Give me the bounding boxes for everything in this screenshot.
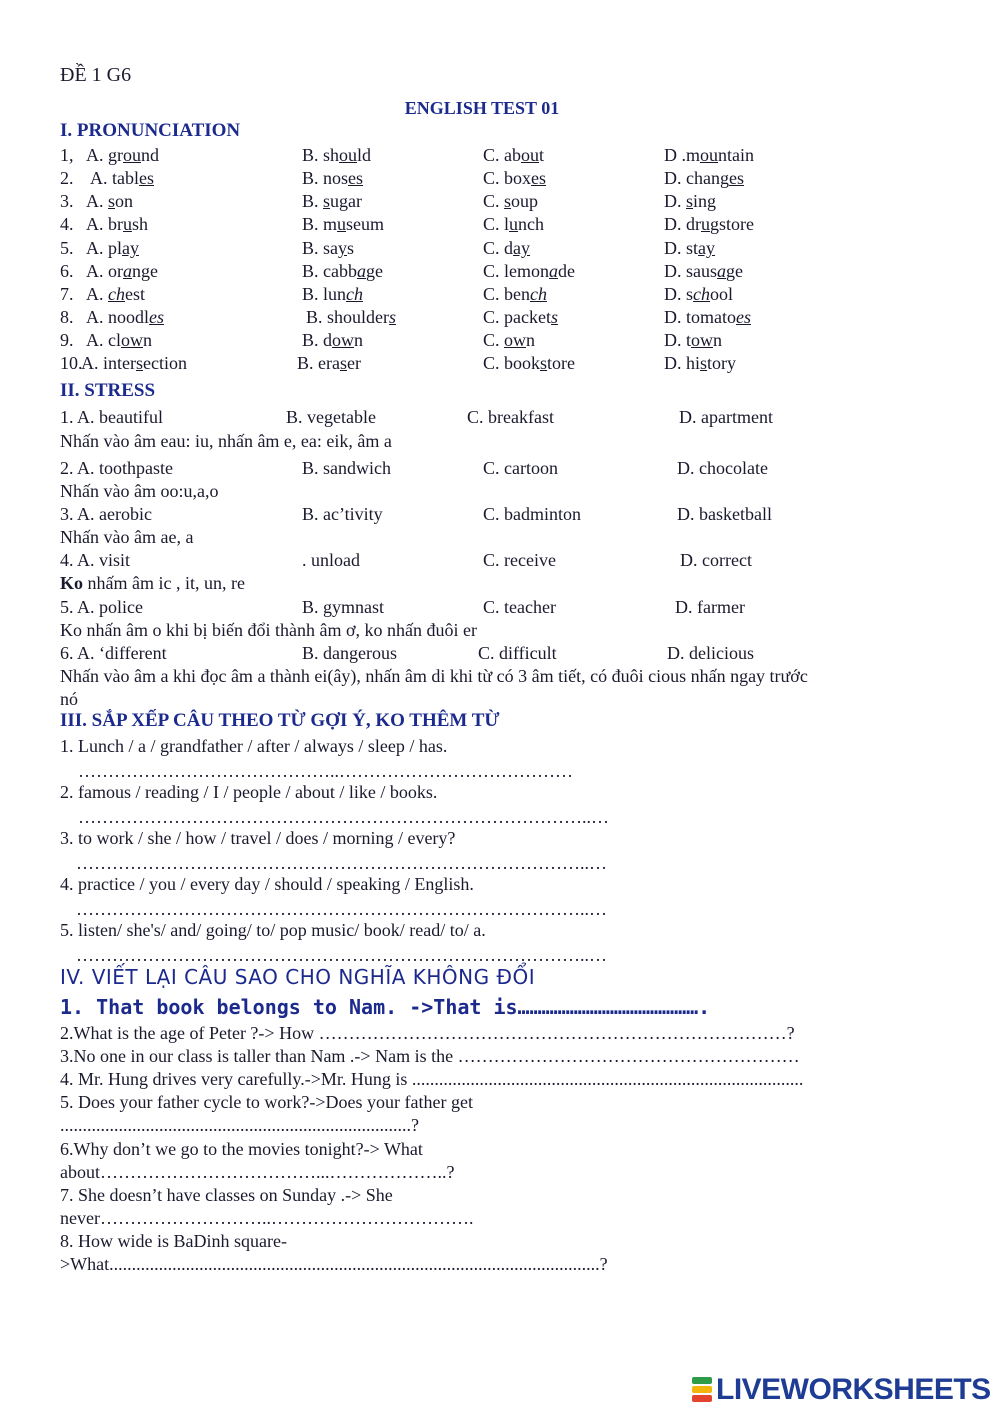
option-a: A. clown (86, 330, 152, 350)
question-number: 6. (60, 261, 74, 281)
option-d: D .mountain (664, 145, 754, 165)
stress-note-6b: nó (60, 689, 78, 709)
underlined-sound: ch (346, 284, 364, 304)
option-a: A. ground (86, 145, 159, 165)
option-b: B. eraser (297, 353, 361, 373)
option-b: B. gymnast (302, 597, 385, 617)
option-b: B. down (302, 330, 364, 350)
option-c: C. lunch (483, 214, 545, 234)
stress-question-6 (0, 641, 1000, 665)
option-c: C. boxes (483, 168, 547, 188)
underlined-sound: es (736, 307, 751, 327)
underlined-sound: s (550, 307, 558, 327)
answer-line-3[interactable]: …………………………………………………………………………..… (76, 853, 607, 873)
stress-note-5: Ko nhấn âm o khi bị biến đổi thành âm ơ, ko nhấn đuôi er (60, 620, 477, 640)
logo-text: LIVEWORKSHEETS (716, 1373, 991, 1406)
underlined-sound: s (686, 191, 694, 211)
option-c: C. bench (483, 284, 547, 304)
reorder-question-3: 3. to work / she / how / travel / does / morning / every? (60, 828, 456, 848)
reorder-question-1: 1. Lunch / a / grandfather / after / always / sleep / has. (60, 736, 448, 756)
answer-line-4[interactable]: …………………………………………………………………………..… (76, 899, 607, 919)
underlined-sound: s (504, 191, 512, 211)
stress-question-1 (0, 405, 1000, 429)
rewrite-answer-7[interactable]: never………………………..……………………………. (60, 1208, 474, 1228)
stress-note-1: Nhấn vào âm eau: iu, nhấn âm e, ea: eik, âm a (60, 431, 392, 451)
underlined-sound: ow (121, 330, 143, 350)
question-number: 3. (60, 191, 74, 211)
underlined-sound: a (717, 261, 726, 281)
stress-note-2: Nhấn vào âm oo:u,a,o (60, 481, 219, 501)
option-a: A. son (86, 191, 134, 211)
rewrite-question-8: 8. How wide is BaDinh square- (60, 1231, 287, 1251)
underlined-sound: s (540, 353, 548, 373)
underlined-sound: a (549, 261, 558, 281)
underlined-sound: es (531, 168, 547, 188)
pronunciation-question-4 (0, 212, 1000, 236)
stress-note-6a: Nhấn vào âm a khi đọc âm a thành ei(ây), nhấn âm di khi từ có 3 âm tiết, có đuôi cious nhấn ngay trước (60, 666, 808, 686)
answer-line-2[interactable]: …………………………………………………………………………..… (78, 807, 609, 827)
underlined-sound: ow (332, 330, 355, 350)
option-b: . unload (302, 550, 360, 570)
underlined-sound: u (701, 214, 710, 234)
rewrite-answer-8[interactable]: >What.............................................................................................................? (60, 1254, 608, 1274)
option-a: 4. A. visit (60, 550, 131, 570)
underlined-sound: ay (698, 238, 716, 258)
underlined-sound: ay (513, 238, 531, 258)
underlined-sound: s (323, 191, 331, 211)
liveworksheets-logo[interactable] (692, 1373, 991, 1407)
section-rewrite-heading: IV. VIẾT LẠI CÂU SAO CHO NGHĨA KHÔNG ĐỔI (60, 965, 536, 989)
option-b: B. sandwich (302, 458, 391, 478)
option-a: A. noodles (86, 307, 164, 327)
pronunciation-question-2 (0, 166, 1000, 190)
underlined-sound: ou (521, 145, 539, 165)
stress-question-3 (0, 502, 1000, 526)
question-number: 1, (60, 145, 74, 165)
stress-question-4 (0, 548, 1000, 572)
underlined-sound: es (149, 307, 164, 327)
underlined-sound: ou (700, 145, 718, 165)
pronunciation-question-3 (0, 189, 1000, 213)
stress-note-3: Nhấn vào âm ae, a (60, 527, 194, 547)
option-c: C. packets (483, 307, 558, 327)
underlined-sound: ow (504, 330, 527, 350)
underlined-sound: ow (691, 330, 713, 350)
answer-line-5[interactable]: …………………………………………………………………………..… (76, 945, 607, 965)
option-b: B. ac’tivity (302, 504, 383, 524)
option-c: C. cartoon (483, 458, 558, 478)
option-b: B. cabbage (302, 261, 383, 281)
option-d: D. town (664, 330, 722, 350)
underlined-sound: a (123, 261, 132, 281)
option-c: C. badminton (483, 504, 581, 524)
underlined-sound: s (108, 191, 116, 211)
underlined-sound: es (348, 168, 364, 188)
option-b: B. shoulders (306, 307, 397, 327)
underlined-sound: ou (123, 145, 141, 165)
section-pronunciation-heading: I. PRONUNCIATION (60, 120, 241, 141)
underlined-sound: u (123, 214, 132, 234)
pronunciation-question-8 (0, 305, 1000, 329)
option-c: C. breakfast (467, 407, 554, 427)
question-number: 2. (60, 168, 74, 188)
stress-note-4 (60, 571, 245, 595)
option-a: A. chest (86, 284, 145, 304)
rewrite-question-1: 1. That book belongs to Nam. ->That is………………………………………. (60, 995, 711, 1019)
stress-question-5 (0, 595, 1000, 619)
underlined-sound: ch (108, 284, 125, 304)
option-b: B. lunch (302, 284, 364, 304)
pronunciation-question-7 (0, 282, 1000, 306)
option-a: A. brush (86, 214, 149, 234)
pronunciation-question-9 (0, 328, 1000, 352)
rewrite-question-3: 3.No one in our class is taller than Nam .-> Nam is the ………………………………………………… (60, 1046, 800, 1066)
note-rest: nhấm âm ic , it, un, re (83, 573, 245, 593)
option-d: D. sausage (664, 261, 743, 281)
underlined-sound: u (509, 214, 519, 234)
option-c: C. teacher (483, 597, 556, 617)
option-d: D. chocolate (677, 458, 768, 478)
option-a: 2. A. toothpaste (60, 458, 173, 478)
option-b: B. dangerous (302, 643, 397, 663)
stress-question-2 (0, 456, 1000, 480)
underlined-sound: s (135, 353, 143, 373)
option-d: D. drugstore (664, 214, 754, 234)
underlined-sound: ay (122, 238, 139, 258)
underlined-sound: u (337, 214, 347, 234)
reorder-question-5: 5. listen/ she's/ and/ going/ to/ pop music/ book/ read/ to/ a. (60, 920, 486, 940)
option-d: D. changes (664, 168, 744, 188)
option-a: 6. A. ‘different (60, 643, 167, 663)
rewrite-answer-6[interactable]: about………………………………...………………..? (60, 1162, 455, 1182)
option-c: C. about (483, 145, 545, 165)
reorder-question-2: 2. famous / reading / I / people / about / like / books. (60, 782, 438, 802)
test-code: ĐỀ 1 G6 (60, 64, 132, 86)
option-d: D. delicious (667, 643, 754, 663)
rewrite-question-5: 5. Does your father cycle to work?->Does your father get (60, 1092, 473, 1112)
option-d: D. tomatoes (664, 307, 751, 327)
logo-mark-icon (692, 1377, 712, 1403)
option-d: D. basketball (677, 504, 772, 524)
rewrite-question-2: 2.What is the age of Peter ?-> How ……………………………………………………………………? (60, 1023, 795, 1043)
question-number: 9. (60, 330, 74, 350)
option-b: B. vegetable (286, 407, 376, 427)
question-number: 5. (60, 238, 74, 258)
option-b: B. says (302, 238, 355, 258)
underlined-sound: es (139, 168, 154, 188)
rewrite-question-4: 4. Mr. Hung drives very carefully.->Mr. Hung is ....................................................................................... (60, 1069, 804, 1089)
note-bold: Ko (60, 573, 84, 593)
rewrite-question-7: 7. She doesn’t have classes on Sunday .-> She (60, 1185, 393, 1205)
underlined-sound: s (339, 353, 347, 373)
underlined-sound: ch (530, 284, 547, 304)
reorder-question-4: 4. practice / you / every day / should / speaking / English. (60, 874, 474, 894)
option-c: C. receive (483, 550, 556, 570)
option-c: C. day (483, 238, 531, 258)
option-c: C. bookstore (483, 353, 576, 373)
option-a: 5. A. police (60, 597, 143, 617)
question-number: 4. (60, 214, 74, 234)
option-a: A. intersection (81, 353, 187, 373)
option-d: D. correct (680, 550, 752, 570)
underlined-sound: es (728, 168, 744, 188)
option-d: D. history (664, 353, 737, 373)
option-b: B. should (302, 145, 372, 165)
option-a: A. play (86, 238, 139, 258)
option-c: C. soup (483, 191, 539, 211)
option-a: A. orange (86, 261, 158, 281)
question-number: 8. (60, 307, 74, 327)
test-title: ENGLISH TEST 01 (404, 98, 560, 118)
pronunciation-question-1 (0, 143, 1000, 167)
underlined-sound: a (356, 261, 366, 281)
pronunciation-question-6 (0, 259, 1000, 283)
option-d: D. sing (664, 191, 717, 211)
option-b: B. noses (302, 168, 364, 188)
rewrite-question-6: 6.Why don’t we go to the movies tonight?-> What (60, 1139, 423, 1159)
pronunciation-question-10 (0, 351, 1000, 375)
option-d: D. school (664, 284, 734, 304)
option-b: B. museum (302, 214, 385, 234)
answer-line-1[interactable]: ……………………………………..………………………………… (78, 761, 573, 781)
rewrite-answer-5[interactable]: ..............................................................................? (60, 1115, 419, 1135)
option-a: 1. A. beautiful (60, 407, 163, 427)
option-a: A. tables (90, 168, 154, 188)
question-number: 10. (60, 353, 83, 373)
underlined-sound: s (700, 353, 708, 373)
option-a: 3. A. aerobic (60, 504, 152, 524)
option-d: D. farmer (675, 597, 745, 617)
option-c: C. lemonade (483, 261, 575, 281)
pronunciation-question-5 (0, 236, 1000, 260)
option-c: C. difficult (478, 643, 557, 663)
underlined-sound: ou (339, 145, 358, 165)
option-b: B. sugar (302, 191, 363, 211)
underlined-sound: y (338, 238, 347, 258)
section-stress-heading: II. STRESS (60, 380, 156, 401)
question-number: 7. (60, 284, 74, 304)
underlined-sound: s (389, 307, 397, 327)
option-d: D. apartment (679, 407, 773, 427)
underlined-sound: ch (693, 284, 711, 304)
option-c: C. own (483, 330, 536, 350)
option-d: D. stay (664, 238, 716, 258)
section-reorder-heading: III. SẮP XẾP CÂU THEO TỪ GỢI Ý, KO THÊM TỪ (60, 710, 500, 731)
